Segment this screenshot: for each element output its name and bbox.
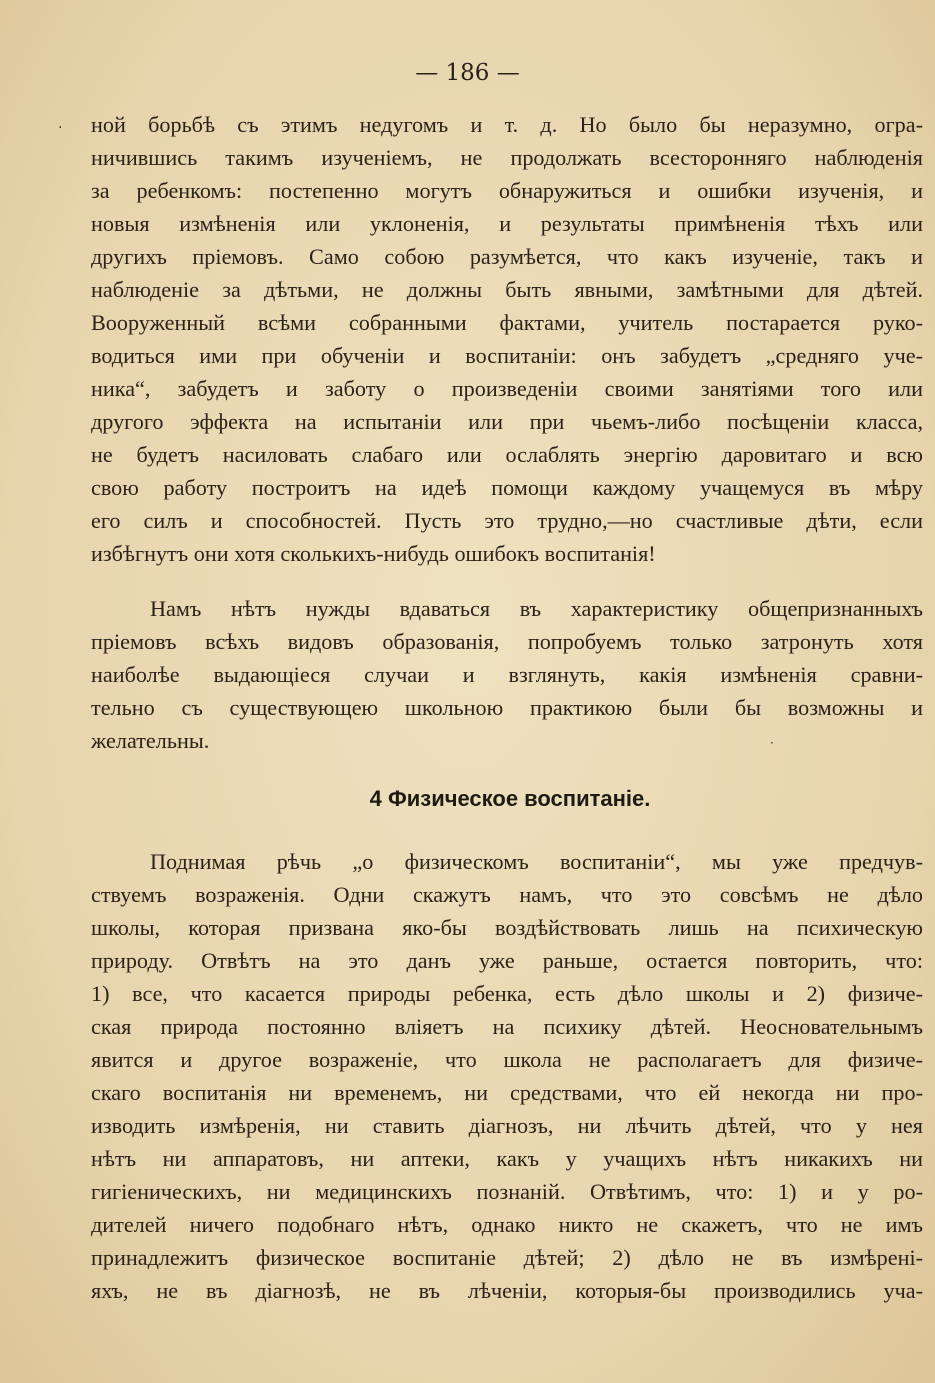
text-line: Вооруженный всѣми собранными фактами, учитель постарается руко- [91,310,923,335]
text-line: ной борьбѣ съ этимъ недугомъ и т. д. Но было бы неразумно, огра- [91,112,923,137]
text-line: Намъ нѣтъ нужды вдаваться въ характеристику общепризнанныхъ [150,596,923,621]
text-line: тельно съ существующею школьною практикою были бы возможны и [91,695,923,720]
text-line: школы, которая призвана яко-бы воздѣйствовать лишь на психическую [91,915,923,940]
page-number: — 186 — [415,60,520,86]
text-line: явится и другое возраженіе, что школа не располагаетъ для физиче- [91,1047,923,1072]
text-segment: ничившись такимъ изученіемъ, не продолжать всесторонняго наблюденія [91,145,923,170]
text-line: не будетъ насиловать слабаго или ослаблять энергію даровитаго и всю [91,442,923,467]
text-line: изводить измѣренія, ни ставить діагнозъ, ни лѣчить дѣтей, что у нея [91,1113,923,1138]
text-line: гигіеническихъ, ни медицинскихъ познаній. Отвѣтимъ, что: 1) и у ро- [91,1179,923,1204]
text-line: Поднимая рѣчь „о физическомъ воспитаніи“, мы уже предчув- [150,849,923,874]
text-line: природу. Отвѣтъ на это данъ уже раньше, остается повторить, что: [91,948,923,973]
text-line: 1) все, что касается природы ребенка, есть дѣло школы и 2) физиче- [91,981,923,1006]
margin-dot: · [770,736,774,750]
text-line: скаго воспитанія ни временемъ, ни средствами, что ей некогда ни про- [91,1080,923,1105]
text-line [91,141,923,174]
paragraph-3 [91,845,923,1307]
text-line: другихъ пріемовъ. Само собою разумѣется, что какъ изученіе, такъ и [91,244,923,269]
text-line: ствуемъ возраженія. Одни скажутъ намъ, что это совсѣмъ не дѣло [91,882,923,907]
page-body [91,108,923,1307]
text-line: ская природа постоянно вліяетъ на психику дѣтей. Неосновательнымъ [91,1014,923,1039]
text-line: наблюденіе за дѣтьми, не должны быть явными, замѣтными для дѣтей. [91,277,923,302]
text-line: нѣтъ ни аппаратовъ, ни аптеки, какъ у учащихъ нѣтъ никакихъ ни [91,1146,923,1171]
text-line: желательны. [91,728,210,753]
text-line: за ребенкомъ: постепенно могутъ обнаружиться и ошибки изученія, и [91,178,923,203]
text-line: яхъ, не въ діагнозѣ, не въ лѣченіи, которыя-бы производились уча- [91,1278,923,1303]
text-line: его силъ и способностей. Пусть это трудно,—но счастливые дѣти, если [91,508,923,533]
margin-dot: · [58,120,63,136]
text-line: новыя измѣненія или уклоненія, и результаты примѣненія тѣхъ или [91,211,923,236]
text-line: ника“, забудетъ и заботу о произведеніи своими занятіями того или [91,376,923,401]
text-line: принадлежитъ физическое воспитаніе дѣтей; 2) дѣло не въ измѣрені- [91,1245,923,1270]
text-line: дителей ничего подобнаго нѣтъ, однако никто не скажетъ, что не имъ [91,1212,923,1237]
text-line: пріемовъ всѣхъ видовъ образованія, попробуемъ только затронуть хотя [91,629,923,654]
text-line: избѣгнутъ они хотя сколькихъ-нибудь ошибокъ воспитанія! [91,541,656,566]
text-line: наиболѣе выдающіеся случаи и взглянуть, какія измѣненія сравни- [91,662,923,687]
paragraph-1 [91,108,923,570]
paragraph-2 [91,592,923,757]
section-heading: 4 Физическое воспитаніе. [369,786,651,811]
text-line: свою работу построитъ на идеѣ помощи каждому учащемуся въ мѣру [91,475,923,500]
text-line: другого эффекта на испытаніи или при чьемъ-либо посѣщеніи класса, [91,409,923,434]
text-line: водиться ими при обученіи и воспитаніи: онъ забудетъ „средняго уче- [91,343,923,368]
